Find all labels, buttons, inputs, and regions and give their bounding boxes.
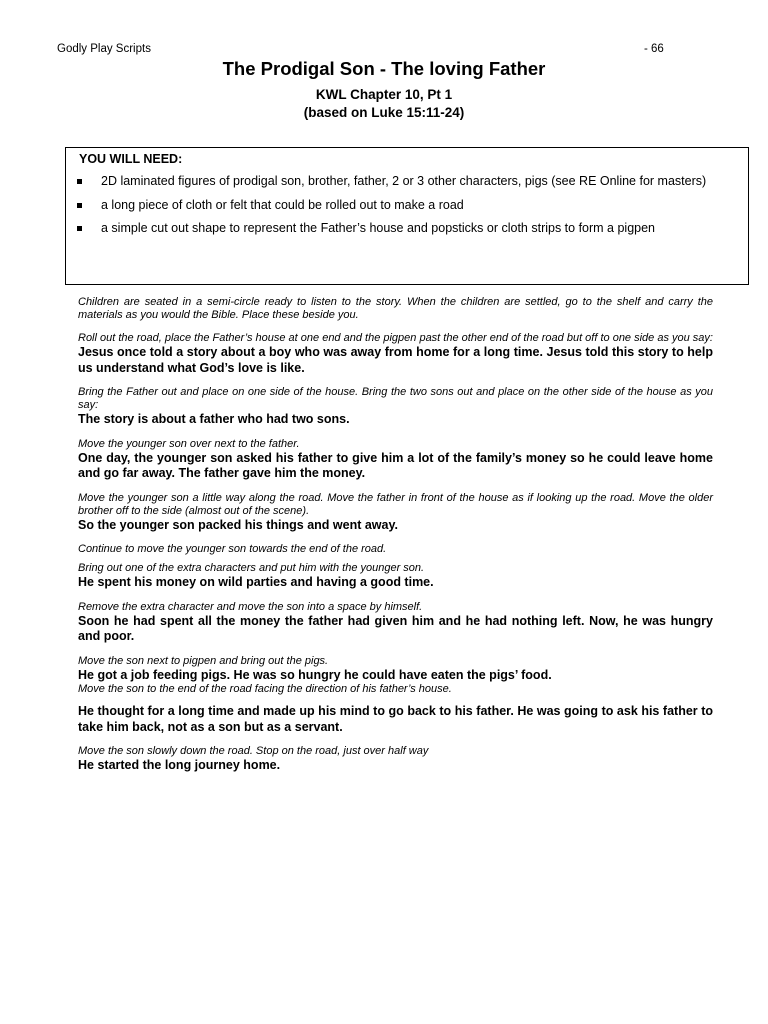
square-bullet-icon <box>77 226 82 231</box>
chapter-subtitle: KWL Chapter 10, Pt 1 <box>315 87 453 102</box>
materials-item-text: 2D laminated figures of prodigal son, brother, father, 2 or 3 other characters, pigs (see RE Online for masters) <box>101 174 707 188</box>
stage-direction: Move the younger son a little way along the road. Move the father in front of the house as if looking up the road. Move the older brother off to the side (almost out of the scene). <box>78 491 713 517</box>
stage-direction: Continue to move the younger son towards the end of the road. <box>78 543 387 555</box>
narration-line: So the younger son packed his things and went away. <box>78 517 398 532</box>
stage-direction: Bring out one of the extra characters and put him with the younger son. <box>78 562 425 574</box>
square-bullet-icon <box>77 203 82 208</box>
materials-list <box>75 174 735 245</box>
stage-direction: Roll out the road, place the Father’s house at one end and the pigpen past the other end of the road but off to one side as you say: <box>78 332 713 344</box>
narration-line: Jesus once told a story about a boy who was away from home for a long time. Jesus told this story to help us understand what God’s love is like. <box>78 345 713 375</box>
page-number: - 66 <box>644 43 664 55</box>
narration-line: The story is about a father who had two sons. <box>78 412 350 426</box>
materials-item-text: a simple cut out shape to represent the Father’s house and popsticks or cloth strips to form a pigpen <box>101 221 656 235</box>
narration-line: He thought for a long time and made up his mind to go back to his father. He was going to ask his father to take him back, not as a son but as a servant. <box>78 704 713 734</box>
narration-line: One day, the younger son asked his father to give him a lot of the family’s money so he could leave home and go far away. The father gave him the money. <box>78 450 713 480</box>
materials-item <box>75 198 735 214</box>
stage-direction: Move the son slowly down the road. Stop on the road, just over half way <box>78 745 429 757</box>
materials-item <box>75 221 735 237</box>
stage-direction: Remove the extra character and move the son into a space by himself. <box>78 600 423 613</box>
scripture-reference: (based on Luke 15:11-24) <box>303 105 465 120</box>
stage-direction: Bring the Father out and place on one side of the house. Bring the two sons out and place on the other side of the house as you say: <box>78 386 713 411</box>
stage-direction: Children are seated in a semi-circle ready to listen to the story. When the children are settled, go to the shelf and carry the materials as you would the Bible. Place these beside you. <box>78 296 713 321</box>
running-header: Godly Play Scripts <box>57 43 151 55</box>
materials-item-text: a long piece of cloth or felt that could be rolled out to make a road <box>101 197 464 212</box>
square-bullet-icon <box>77 179 82 184</box>
narration-line: He got a job feeding pigs. He was so hungry he could have eaten the pigs’ food. <box>78 667 552 682</box>
materials-item <box>75 174 735 190</box>
stage-direction: Move the son next to pigpen and bring out the pigs. <box>78 654 329 667</box>
narration-line: He spent his money on wild parties and having a good time. <box>78 575 434 589</box>
materials-box <box>65 147 749 285</box>
page-title: The Prodigal Son - The loving Father <box>222 58 546 79</box>
stage-direction: Move the son to the end of the road facing the direction of his father’s house. <box>78 683 452 695</box>
materials-heading: YOU WILL NEED: <box>79 152 183 166</box>
story-script <box>78 296 713 774</box>
narration-line: He started the long journey home. <box>78 758 281 772</box>
stage-direction: Move the younger son over next to the father. <box>78 437 300 450</box>
narration-line: Soon he had spent all the money the father had given him and he had nothing left. Now, he was hungry and poor. <box>78 613 713 643</box>
